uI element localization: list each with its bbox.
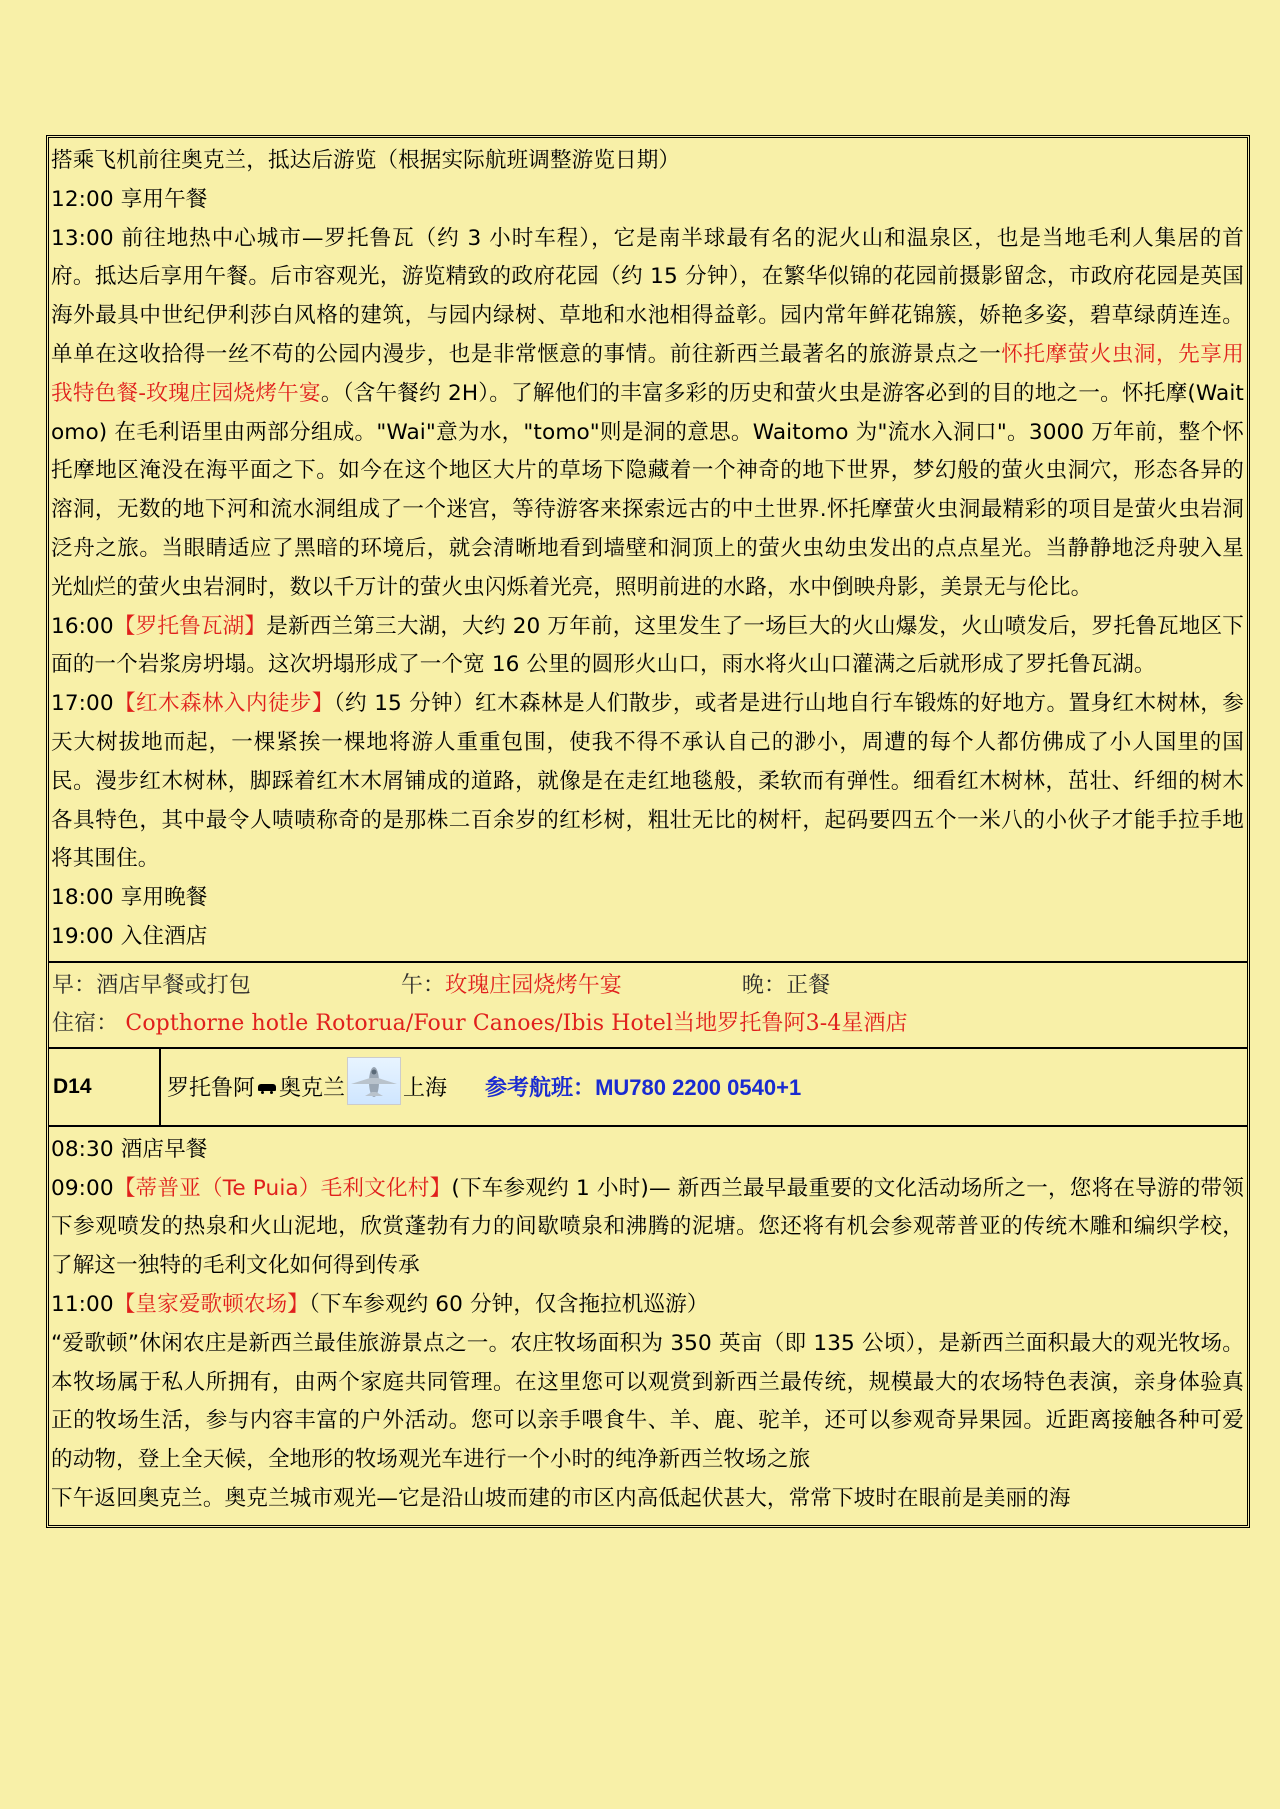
schedule-paragraph: 下午返回奥克兰。奥克兰城市观光—它是沿山坡而建的市区内高低起伏甚大，常常下坡时在眼前是美丽的海 (51, 1485, 1071, 1511)
time-label: 17:00 (51, 691, 114, 717)
highlight-text: 怀托摩萤火虫洞，先享用我特色餐-玫瑰庄园烧烤午宴 (51, 341, 1244, 406)
highlight-text: 【罗托鲁瓦湖】 (113, 613, 267, 639)
schedule-paragraph (51, 608, 1244, 686)
day13-schedule (49, 138, 1247, 963)
highlight-text: 【红木森林入内徒步】 (113, 691, 334, 717)
day-number: D14 (49, 1049, 161, 1125)
day14-schedule (49, 1127, 1247, 1525)
schedule-line: 12:00 享用午餐 (51, 186, 208, 212)
route-from: 罗托鲁阿 (167, 1076, 256, 1102)
schedule-line: 08:30 酒店早餐 (51, 1136, 208, 1162)
car-icon (257, 1080, 277, 1094)
schedule-paragraph (51, 1170, 1244, 1286)
schedule-line: 搭乘飞机前往奥克兰，抵达后游览（根据实际航班调整游览日期） (51, 148, 681, 173)
flight-label: 参考航班： (485, 1076, 596, 1102)
hotel-label: 住宿： (52, 1010, 119, 1036)
schedule-text: 13:00 前往地热中心城市—罗托鲁瓦（约 3 小时车程），它是南半球最有名的泥火山和温泉区，也是当地毛利人集居的首府。抵达后享用午餐。后市容观光，游览精致的政府花园（约 15 分钟），在繁华似锦的花园前摄影留念，市政府花园是英国海外最具中世纪伊利莎白风格的建筑，与园内绿树、草地和水池相得益彰。园内常年鲜花锦簇，娇艳多姿，碧草绿荫连连。单单在这收拾得一丝不苟的公园内漫步，也是非常惬意的事情。前往新西兰最著名的旅游景点之一 (51, 225, 1244, 367)
breakfast-label: 早： (52, 972, 97, 998)
lunch-value: 玫瑰庄园烧烤午宴 (445, 972, 622, 998)
time-label: 09:00 (51, 1175, 114, 1201)
schedule-paragraph (51, 1286, 1244, 1325)
route-via: 奥克兰 (279, 1076, 346, 1102)
schedule-text: 是新西兰第三大湖，大约 20 万年前，这里发生了一场巨大的火山爆发，火山喷发后，罗托鲁瓦地区下面的一个岩浆房坍塌。这次坍塌形成了一个宽 16 公里的圆形火山口，雨水将火山口灌满之后就形成了罗托鲁瓦湖。 (51, 613, 1244, 678)
schedule-line: 19:00 入住酒店 (51, 923, 208, 949)
airplane-icon (347, 1057, 401, 1105)
breakfast-value: 酒店早餐或打包 (96, 972, 251, 998)
hotel-value: Copthorne hotle Rotorua/Four Canoes/Ibis Hotel当地罗托鲁阿3-4星酒店 (125, 1010, 908, 1036)
time-label: 11:00 (51, 1291, 114, 1317)
highlight-text: 【蒂普亚（Te Puia）毛利文化村】 (113, 1175, 452, 1201)
schedule-text: （下车参观约 60 分钟，仅含拖拉机巡游） (308, 1291, 709, 1317)
time-label: 16:00 (51, 613, 114, 639)
highlight-text: 【皇家爱歌顿农场】 (113, 1291, 309, 1317)
schedule-text: 。（含午餐约 2H）。了解他们的丰富多彩的历史和萤火虫是游客必到的目的地之一。怀托摩(Waitomo) 在毛利语里由两部分组成。"Wai"意为水，"tomo"则是洞的意思。Waitomo 为"流水入洞口"。3000 万年前，整个怀托摩地区淹没在海平面之下。如今在这个地区大片的草场下隐藏着一个神奇的地下世界，梦幻般的萤火虫洞穴，形态各异的溶洞，无数的地下河和流水洞组成了一个迷宫，等待游客来探索远古的中土世界.怀托摩萤火虫洞最精彩的项目是萤火虫岩洞泛舟之旅。当眼睛适应了黑暗的环境后，就会清晰地看到墙壁和洞顶上的萤火虫幼虫发出的点点星光。当静静地泛舟驶入星光灿烂的萤火虫岩洞时，数以千万计的萤火虫闪烁着光亮，照明前进的水路，水中倒映舟影，美景无与伦比。 (51, 380, 1244, 600)
lunch-label: 午： (400, 972, 446, 998)
day14-header (49, 1049, 1247, 1127)
schedule-paragraph (51, 220, 1244, 608)
schedule-line: 18:00 享用晚餐 (51, 885, 208, 911)
schedule-text: （约 15 分钟）红木森林是人们散步，或者是进行山地自行车锻炼的好地方。置身红木树林，参天大树拔地而起，一棵紧挨一棵地将游人重重包围，使我不得不承认自己的渺小，周遭的每个人都仿佛成了小人国里的国民。漫步红木树林，脚踩着红木木屑铺成的道路，就像是在走红地毯般，柔软而有弹性。细看红木树林，茁壮、纤细的树木各具特色，其中最令人啧啧称奇的是那株二百余岁的红杉树，粗壮无比的树杆，起码要四五个一米八的小伙子才能手拉手地将其围住。 (51, 691, 1244, 872)
dinner-label: 晚： (741, 972, 787, 998)
schedule-paragraph: “爱歌顿”休闲农庄是新西兰最佳旅游景点之一。农庄牧场面积为 350 英亩（即 135 公顷），是新西兰面积最大的观光牧场。本牧场属于私人所拥有，由两个家庭共同管理。在这里您可以观赏到新西兰最传统，规模最大的农场特色表演，亲身体验真正的牧场生活，参与内容丰富的户外活动。您可以亲手喂食牛、羊、鹿、驼羊，还可以参观奇异果园。近距离接触各种可爱的动物，登上全天候，全地形的牧场观光车进行一个小时的纯净新西兰牧场之旅 (51, 1330, 1244, 1473)
hotel-line (52, 1005, 1244, 1043)
schedule-paragraph (51, 685, 1244, 879)
itinerary-table (46, 135, 1250, 1528)
meals-hotel (49, 963, 1247, 1049)
flight-info (485, 1071, 801, 1102)
schedule-text: (下车参观约 1 小时)— 新西兰最早最重要的文化活动场所之一，您将在导游的带领下参观喷发的热泉和火山泥地，欣赏蓬勃有力的间歇喷泉和沸腾的泥塘。您还将有机会参观蒂普亚的传统木雕和编织学校，了解这一独特的毛利文化如何得到传承 (51, 1175, 1244, 1279)
meals-line (52, 967, 1244, 1005)
day-route (161, 1049, 1247, 1125)
flight-number: MU780 2200 0540+1 (595, 1075, 802, 1101)
dinner-value: 正餐 (786, 972, 831, 998)
route-to: 上海 (403, 1076, 448, 1102)
